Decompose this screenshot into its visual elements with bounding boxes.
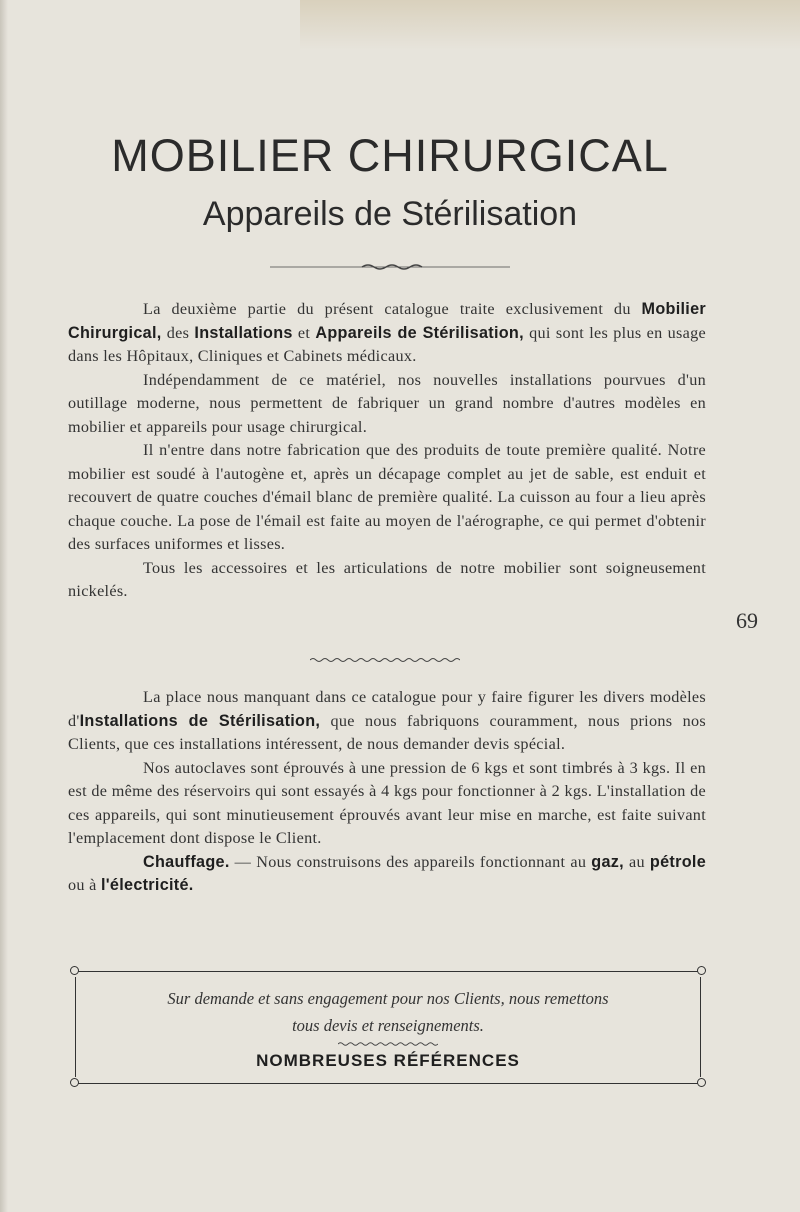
ornament-divider-top bbox=[270, 262, 510, 272]
page-subtitle: Appareils de Stérilisation bbox=[202, 195, 578, 233]
paragraph: Il n'entre dans notre fabrication que des produits de toute première qualité. Notre mobilier est soudé à l'autogène et, après un décapage complet au jet de sable, est enduit et recouvert de quatre couches d'émail blanc de première qualité. La cuisson au four a lieu après chaque couche. La pose de l'émail est faite au moyen de l'aérographe, ce qui permet d'obtenir des surfaces uniformes et lisses. bbox=[68, 441, 706, 553]
section-sterilisation bbox=[68, 686, 706, 898]
page-number: 69 bbox=[736, 608, 758, 633]
page-title: MOBILIER CHIRURGICAL bbox=[111, 130, 669, 181]
references-heading: NOMBREUSES RÉFÉRENCES bbox=[256, 1051, 520, 1070]
paragraph: Chauffage. — Nous construisons des appareils fonctionnant au gaz, au pétrole ou à l'électricité. bbox=[68, 852, 706, 894]
notice-text bbox=[90, 985, 686, 1039]
corner-ring-icon bbox=[70, 1078, 79, 1087]
box-rule-bottom bbox=[78, 1083, 698, 1084]
paragraph: Tous les accessoires et les articulations de notre mobilier sont soigneusement nickelés. bbox=[68, 558, 706, 600]
paper-stain bbox=[300, 0, 800, 50]
paragraph: Indépendamment de ce matériel, nos nouvelles installations pourvues d'un outillage moderne, nous permettent de fabriquer un grand nombre d'autres modèles en mobilier et appareils pour usage chirurgical. bbox=[68, 370, 706, 436]
ornament-divider-middle bbox=[310, 656, 460, 664]
notice-box bbox=[70, 965, 706, 1083]
box-rule-top bbox=[78, 971, 698, 972]
corner-ring-icon bbox=[697, 966, 706, 975]
notice-line: tous devis et renseignements. bbox=[292, 1016, 484, 1035]
paragraph: La place nous manquant dans ce catalogue pour y faire figurer les divers modèles d'Installations de Stérilisation, que nous fabriquons couramment, nous prions nos Clients, que ces installations intéressent, de nous demander devis spécial. bbox=[68, 688, 707, 753]
corner-ring-icon bbox=[697, 1078, 706, 1087]
section-intro bbox=[68, 298, 706, 604]
notice-line: Sur demande et sans engagement pour nos Clients, nous remettons bbox=[167, 989, 609, 1008]
paragraph: La deuxième partie du présent catalogue traite exclusivement du Mobilier Chirurgical, des Installations et Appareils de Stérilisation, qui sont les plus en usage dans les Hôpitaux, Cliniques et Cabinets médicaux. bbox=[68, 300, 707, 365]
corner-ring-icon bbox=[70, 966, 79, 975]
paragraph: Nos autoclaves sont éprouvés à une pression de 6 kgs et sont timbrés à 3 kgs. Il en est de même des réservoirs qui sont essayés à 4 kgs pour fonctionner à 2 kgs. L'installation de ces appareils, qui sont minutieusement éprouvés avant leur mise en marche, est faite suivant l'emplacement dont dispose le Client. bbox=[68, 758, 706, 847]
ornament-divider-small bbox=[338, 1041, 438, 1047]
